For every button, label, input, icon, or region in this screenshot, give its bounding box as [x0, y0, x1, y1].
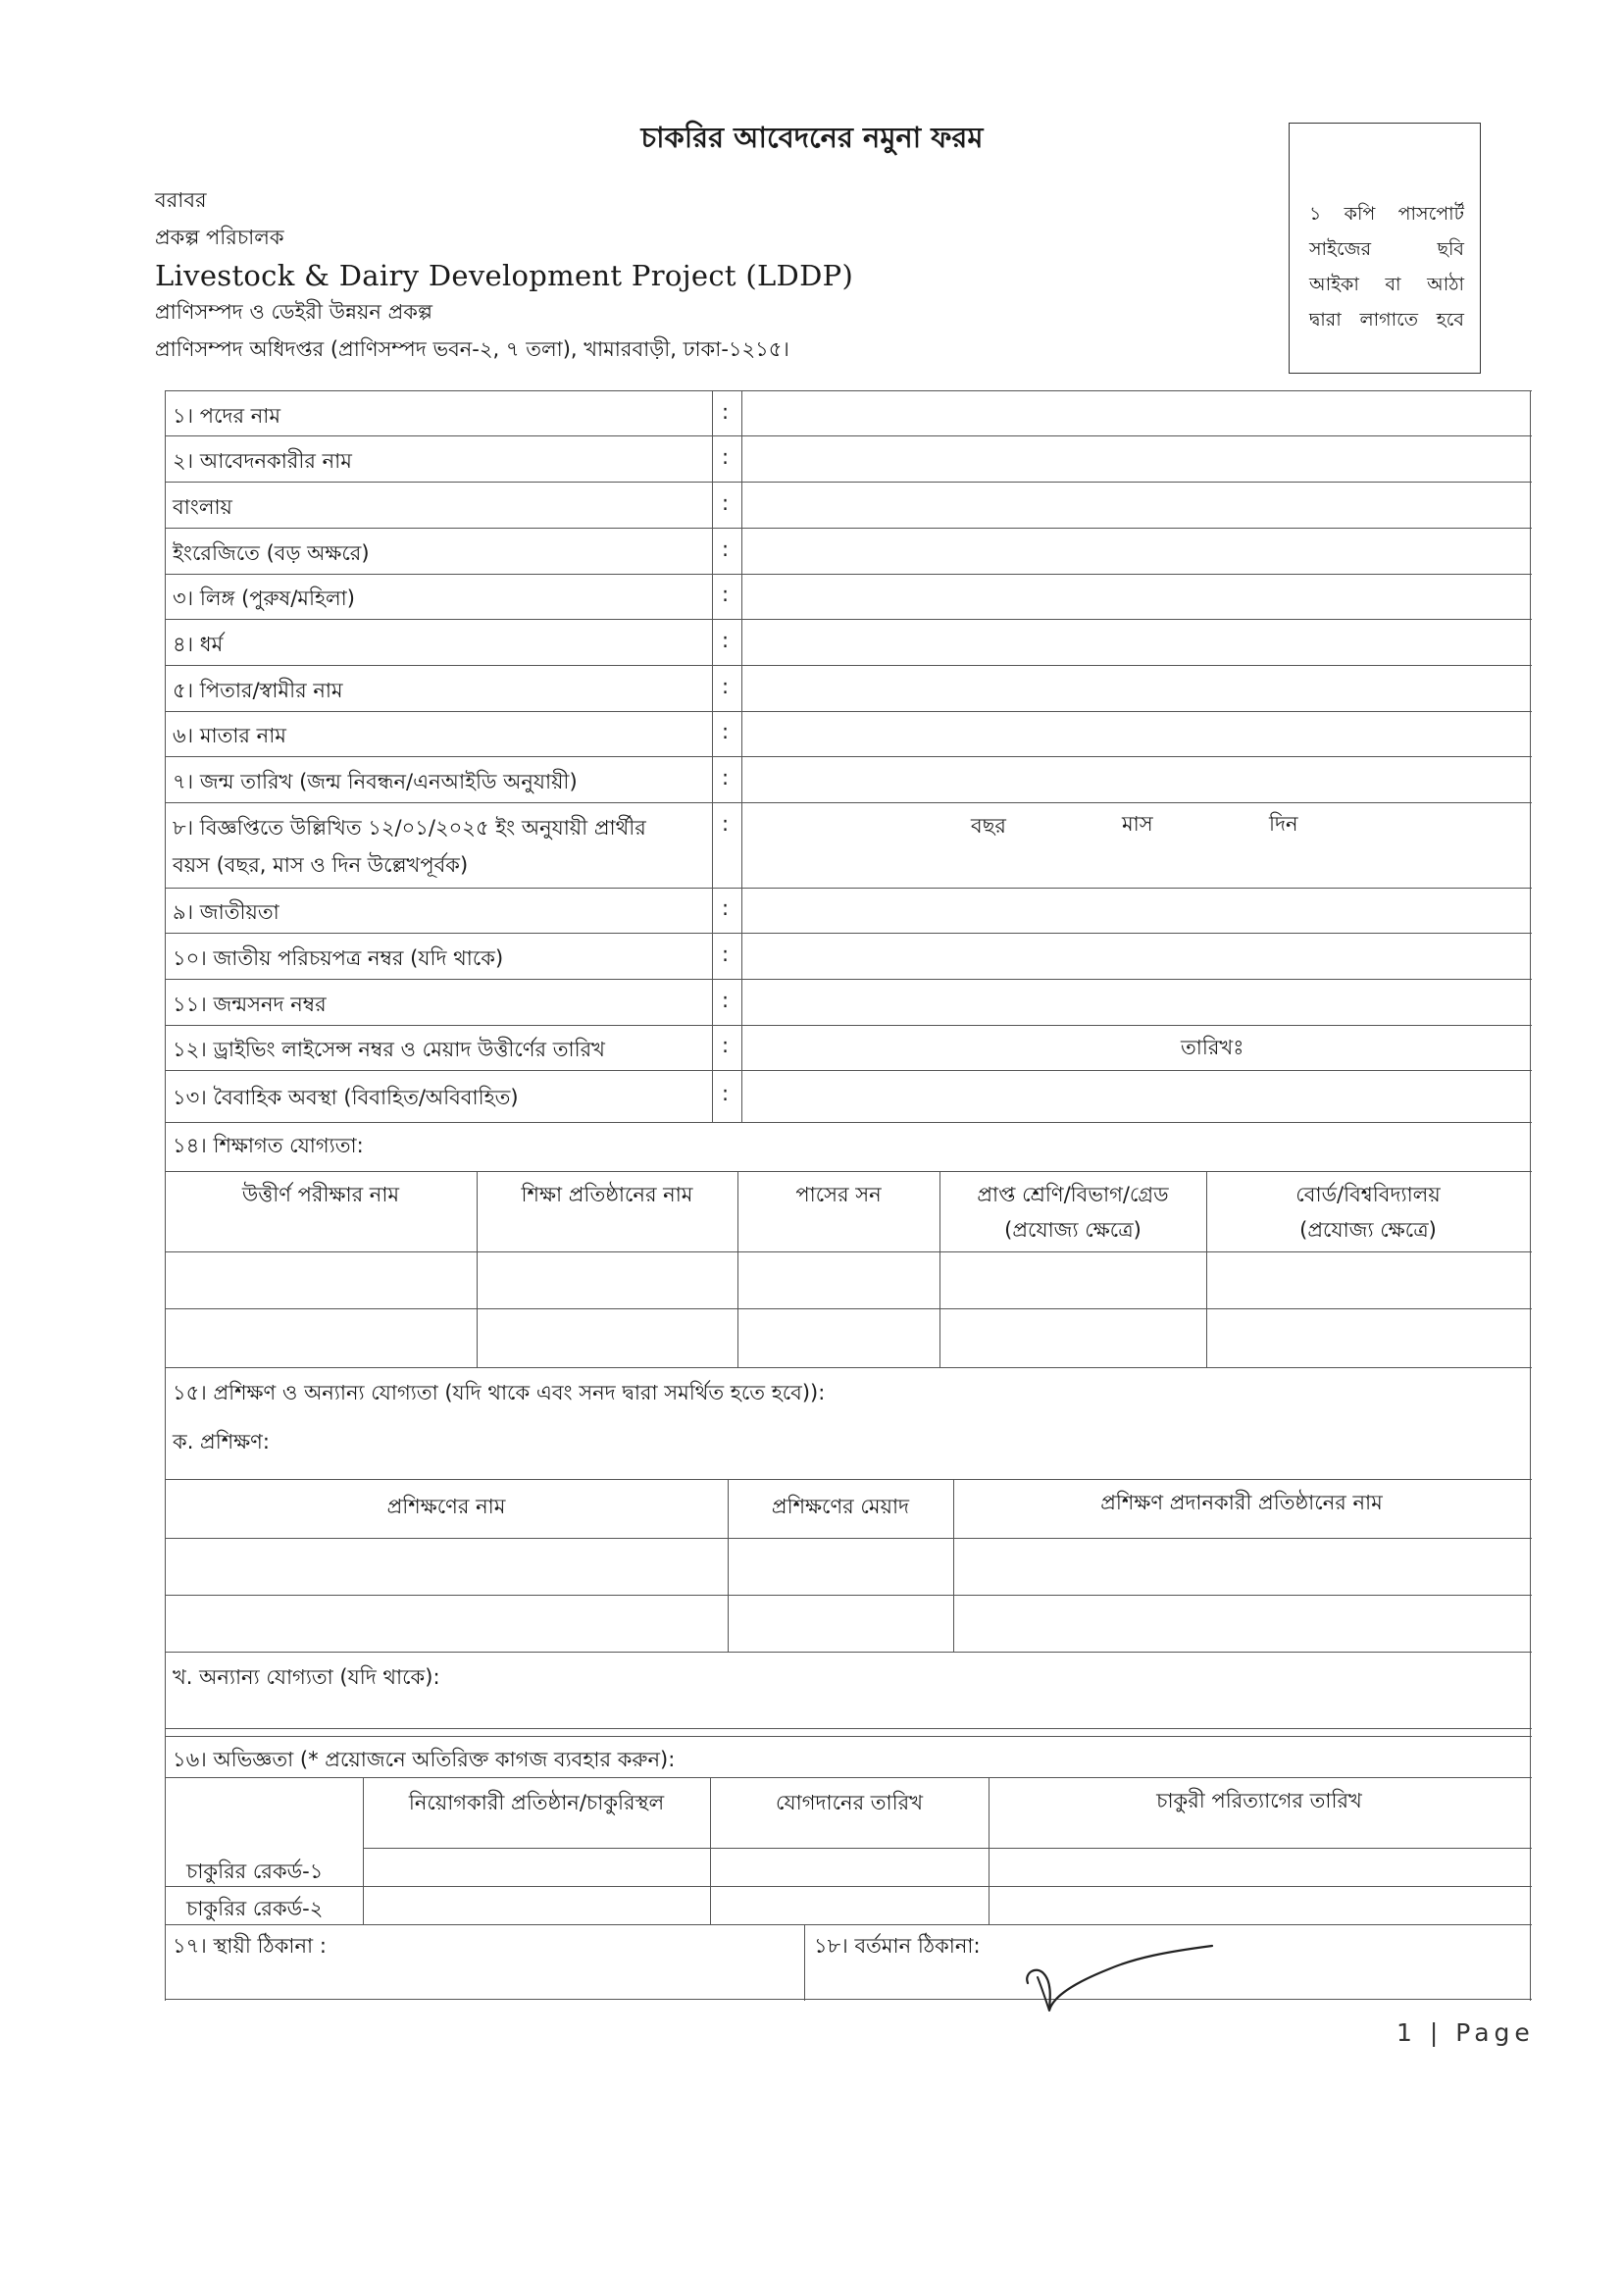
label-mother-name: ৬। মাতার নাম	[173, 724, 286, 747]
training-col-duration: প্রশিক্ষণের মেয়াদ	[771, 1495, 910, 1518]
photo-instruction-line: ১ কপি পাসপোর্ট	[1309, 203, 1464, 225]
signature-mark	[1020, 1944, 1216, 2062]
photo-instruction-line: আইকা বা আঠা	[1309, 274, 1464, 295]
training-col-name: প্রশিক্ষণের নাম	[386, 1495, 506, 1518]
edu-col-board-note: (প্রযোজ্য ক্ষেত্রে)	[1299, 1218, 1437, 1242]
exp-col-employer: নিয়োগকারী প্রতিষ্ঠান/চাকুরিস্থল	[408, 1791, 665, 1814]
edu-col-year: পাসের সন	[795, 1183, 882, 1206]
input-mother-name[interactable]	[743, 713, 1528, 755]
input-name-english[interactable]	[743, 530, 1528, 573]
label-driving-license: ১২। ড্রাইভিং লাইসেন্স নম্বর ও মেয়াদ উত্তীর্ণের তারিখ	[173, 1038, 605, 1061]
row-divider	[165, 1479, 1532, 1480]
office-address: প্রাণিসম্পদ অধিদপ্তর (প্রাণিসম্পদ ভবন-২, ৭ তলা), খামারবাড়ী, ঢাকা-১২১৫।	[155, 337, 789, 361]
training-row[interactable]	[167, 1540, 1528, 1594]
edu-col-grade: প্রাপ্ত শ্রেণি/বিভাগ/গ্রেড	[977, 1183, 1169, 1206]
colon: :	[722, 943, 730, 966]
other-qualification-label: খ. অন্যান্য যোগ্যতা (যদি থাকে):	[173, 1665, 440, 1689]
permanent-address-label: ১৭। স্থায়ী ঠিকানা :	[173, 1934, 327, 1958]
colon: :	[722, 1082, 730, 1105]
colon: :	[722, 491, 730, 515]
input-birth-certificate[interactable]	[743, 981, 1528, 1024]
colon: :	[722, 537, 730, 561]
input-driving-license[interactable]	[743, 1027, 1528, 1069]
colon: :	[722, 896, 730, 920]
colon: :	[722, 766, 730, 790]
input-name-bangla[interactable]	[743, 484, 1528, 527]
edu-col-grade-note: (প্রযোজ্য ক্ষেত্রে)	[1004, 1218, 1142, 1242]
colon: :	[722, 629, 730, 652]
input-applicant-name[interactable]	[743, 437, 1528, 481]
photo-instruction-line: সাইজের ছবি	[1309, 238, 1464, 260]
input-marital-status[interactable]	[743, 1072, 1528, 1121]
page-number-value: 1	[1396, 2018, 1417, 2047]
training-heading: ১৫। প্রশিক্ষণ ও অন্যান্য যোগ্যতা (যদি থাকে এবং সনদ দ্বারা সমর্থিত হতে হবে)):	[173, 1381, 826, 1404]
row-divider	[165, 1777, 1532, 1778]
permanent-address-input[interactable]	[167, 1960, 802, 1997]
label-age: ৮। বিজ্ঞপ্তিতে উল্লিখিত ১২/০১/২০২৫ ইং অনুযায়ী প্রার্থীর	[173, 816, 646, 840]
edu-col-board: বোর্ড/বিশ্ববিদ্যালয়	[1295, 1183, 1441, 1206]
job-record-label: চাকুরির রেকর্ড-১	[186, 1860, 324, 1883]
input-post-name[interactable]	[743, 392, 1528, 434]
age-month-label: মাস	[1122, 812, 1153, 836]
label-birth-certificate: ১১। জন্মসনদ নম্বর	[173, 993, 327, 1016]
colon: :	[722, 583, 730, 606]
colon: :	[722, 1034, 730, 1057]
label-nid: ১০। জাতীয় পরিচয়পত্র নম্বর (যদি থাকে)	[173, 946, 504, 970]
form-title: চাকরির আবেদনের নমুনা ফরম	[640, 121, 984, 154]
label-father-name: ৫। পিতার/স্বামীর নাম	[173, 679, 343, 702]
page-number	[1396, 2018, 1535, 2047]
label-applicant-name: ২। আবেদনকারীর নাম	[173, 449, 352, 473]
education-row[interactable]	[167, 1310, 1528, 1366]
page-separator: |	[1429, 2018, 1444, 2047]
addressee-to: বরাবর	[155, 188, 207, 212]
photo-box[interactable]	[1289, 123, 1481, 374]
edu-col-exam: উত্তীর্ণ পরীক্ষার নাম	[241, 1183, 400, 1206]
page-word: Page	[1455, 2018, 1535, 2047]
label-marital-status: ১৩। বৈবাহিক অবস্থা (বিবাহিত/অবিবাহিত)	[173, 1086, 519, 1109]
training-col-provider: প্রশিক্ষণ প্রদানকারী প্রতিষ্ঠানের নাম	[1100, 1491, 1383, 1514]
colon: :	[722, 675, 730, 698]
input-gender[interactable]	[743, 576, 1528, 618]
row-divider	[165, 1924, 1532, 1925]
input-religion[interactable]	[743, 621, 1528, 664]
addressee-block	[155, 184, 853, 371]
form-border	[165, 1999, 1532, 2000]
input-father-name[interactable]	[743, 667, 1528, 710]
row-divider	[165, 1728, 1532, 1729]
application-form	[165, 390, 1532, 2001]
label-post-name: ১। পদের নাম	[173, 404, 281, 428]
colon: :	[722, 445, 730, 469]
label-birth-date: ৭। জন্ম তারিখ (জন্ম নিবন্ধন/এনআইডি অনুযায়ী)	[173, 770, 578, 793]
age-year-label: বছর	[971, 814, 1006, 838]
exp-col-join-date: যোগদানের তারিখ	[776, 1791, 923, 1814]
row-divider	[165, 1736, 1532, 1737]
project-name-english: Livestock & Dairy Development Project (LDDP)	[155, 259, 854, 292]
input-birth-date[interactable]	[743, 758, 1528, 801]
label-nationality: ৯। জাতীয়তা	[173, 900, 279, 924]
experience-heading: ১৬। অভিজ্ঞতা (* প্রয়োজনে অতিরিক্ত কাগজ ব্যবহার করুন):	[173, 1748, 676, 1771]
input-nid[interactable]	[743, 935, 1528, 978]
job-record-row[interactable]	[365, 1888, 1528, 1923]
row-divider	[165, 1171, 1532, 1172]
job-record-label: চাকুরির রেকর্ড-২	[186, 1897, 324, 1920]
other-qualification-input[interactable]	[167, 1695, 1528, 1726]
label-age-line2: বয়স (বছর, মাস ও দিন উল্লেখপূর্বক)	[173, 853, 469, 877]
row-divider	[165, 1652, 1532, 1653]
colon: :	[722, 720, 730, 743]
job-record-row[interactable]	[365, 1850, 1528, 1885]
project-name-bangla: প্রাণিসম্পদ ও ডেইরী উন্নয়ন প্রকল্প	[155, 300, 432, 324]
license-date-label: তারিখঃ	[1181, 1036, 1244, 1059]
label-religion: ৪। ধর্ম	[173, 633, 224, 656]
exp-col-leave-date: চাকুরী পরিত্যাগের তারিখ	[1156, 1789, 1362, 1812]
input-nationality[interactable]	[743, 890, 1528, 932]
age-day-label: দিন	[1269, 812, 1298, 836]
education-heading: ১৪। শিক্ষাগত যোগ্যতা:	[173, 1134, 364, 1157]
edu-col-institution: শিক্ষা প্রতিষ্ঠানের নাম	[521, 1183, 693, 1206]
label-name-english: ইংরেজিতে (বড় অক্ষরে)	[173, 541, 370, 565]
present-address-label: ১৮। বর্তমান ঠিকানা:	[814, 1934, 981, 1958]
colon: :	[722, 989, 730, 1012]
training-sub-a: ক. প্রশিক্ষণ:	[173, 1430, 270, 1453]
photo-instruction-line: দ্বারা লাগাতে হবে	[1309, 309, 1464, 331]
training-row[interactable]	[167, 1597, 1528, 1651]
colon: :	[722, 400, 730, 424]
label-name-bangla: বাংলায়	[173, 495, 232, 519]
row-divider	[165, 1122, 1532, 1123]
label-gender: ৩। লিঙ্গ (পুরুষ/মহিলা)	[173, 586, 355, 610]
colon: :	[722, 812, 730, 836]
form-border	[1530, 390, 1531, 2001]
row-divider	[165, 1367, 1532, 1368]
addressee-designation: প্রকল্প পরিচালক	[155, 226, 284, 249]
education-row[interactable]	[167, 1253, 1528, 1307]
